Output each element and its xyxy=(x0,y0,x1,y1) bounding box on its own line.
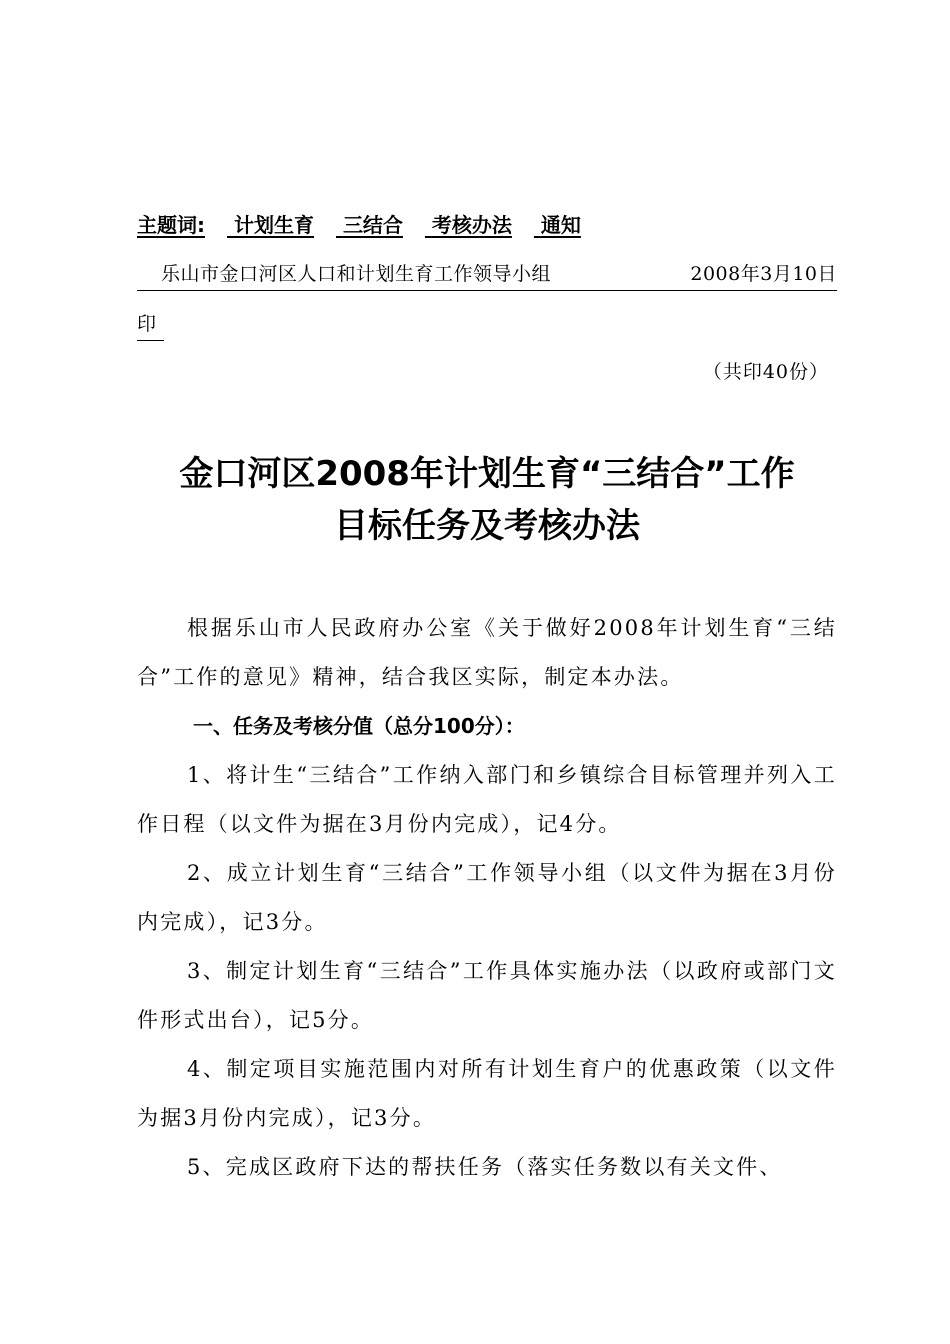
list-item: 2、成立计划生育“三结合”工作领导小组（以文件为据在3月份内完成），记3分。 xyxy=(137,861,837,934)
list-item: 5、完成区政府下达的帮扶任务（落实任务数以有关文件、 xyxy=(187,1155,783,1179)
keywords-label: 主题词: xyxy=(137,213,205,237)
intro-paragraph: 根据乐山市人民政府办公室《关于做好2008年计划生育“三结合”工作的意见》精神，结合我区实际，制定本办法。 xyxy=(137,616,837,689)
issuer-line xyxy=(137,258,837,291)
issue-date: 2008年3月10日 xyxy=(690,263,837,285)
keyword-term: 计划生育 xyxy=(233,213,314,237)
issuing-organization: 乐山市金口河区人口和计划生育工作领导小组 xyxy=(161,263,552,285)
section-heading: 一、任务及考核分值（总分100分）： xyxy=(193,714,525,738)
title-line-1: 金口河区2008年计划生育“三结合”工作 xyxy=(179,454,795,494)
print-mark: 印 xyxy=(137,308,164,341)
copies-count: （共印40份） xyxy=(702,361,829,383)
document-body xyxy=(137,604,837,1192)
document-title xyxy=(127,448,847,552)
keyword-term: 通知 xyxy=(540,213,581,237)
list-item: 3、制定计划生育“三结合”工作具体实施办法（以政府或部门文件形式出台），记5分。 xyxy=(137,959,837,1032)
title-line-2: 目标任务及考核办法 xyxy=(334,506,640,546)
keyword-term: 三结合 xyxy=(342,213,403,237)
list-item: 1、将计生“三结合”工作纳入部门和乡镇综合目标管理并列入工作日程（以文件为据在3月份内完成），记4分。 xyxy=(137,763,837,836)
subject-keywords xyxy=(137,210,647,240)
list-item: 4、制定项目实施范围内对所有计划生育户的优惠政策（以文件为据3月份内完成），记3分。 xyxy=(137,1057,837,1130)
keyword-term: 考核办法 xyxy=(431,213,512,237)
